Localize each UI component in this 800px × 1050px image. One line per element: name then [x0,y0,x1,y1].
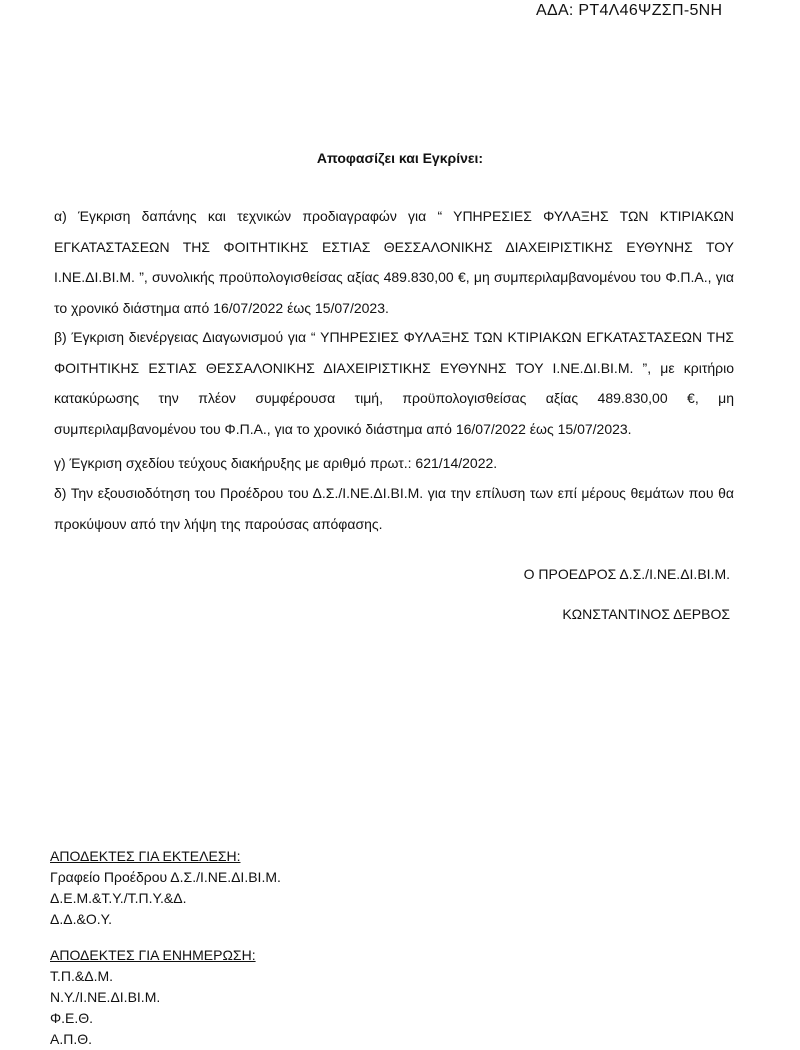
list-item: Δ.Ε.Μ.&Τ.Υ./Τ.Π.Υ.&Δ. [50,890,187,906]
decision-item-b-text: β) Έγκριση διενέργειας Διαγωνισμού για “ ΥΠΗΡΕΣΙΕΣ ΦΥΛΑΞΗΣ ΤΩΝ ΚΤΙΡΙΑΚΩΝ ΕΓΚΑΤΑΣΤΑΣΕΩΝ ΤΗΣ ΦΟΙΤΗΤΙΚΗΣ ΕΣΤΙΑΣ ΘΕΣΣΑΛΟΝΙΚΗΣ ΔΙΑΧΕΙΡΙΣΤΙΚΗΣ ΕΥΘΥΝΗΣ ΤΟΥ Ι.ΝΕ.ΔΙ.ΒΙ.Μ. ”, με κριτήριο κατακύρωσης την πλέον συμφέρουσα τιμή, προϋπολογισθείσας αξίας 489.830,00 €, μη συμπεριλαμβανομένου του Φ.Π.Α., για το χρονικό διάστημα από 16/07/2022 έως 15/07/2023. [54,329,734,437]
ada-code: ΑΔΑ: ΡΤ4Λ46ΨΖΣΠ-5ΝΗ [536,2,723,19]
recipients-information-heading: ΑΠΟΔΕΚΤΕΣ ΓΙΑ ΕΝΗΜΕΡΩΣΗ: [50,947,256,963]
list-item: Α.Π.Θ. [50,1031,93,1047]
signature-title: Ο ΠΡΟΕΔΡΟΣ Δ.Σ./Ι.ΝΕ.ΔΙ.ΒΙ.Μ. [523,566,730,582]
decision-item-a [54,201,734,323]
signature-name: ΚΩΝΣΤΑΝΤΙΝΟΣ ΔΕΡΒΟΣ [562,606,730,622]
recipients-information-list [50,966,256,1050]
decision-item-a-text: α) Έγκριση δαπάνης και τεχνικών προδιαγραφών για “ ΥΠΗΡΕΣΙΕΣ ΦΥΛΑΞΗΣ ΤΩΝ ΚΤΙΡΙΑΚΩΝ ΕΓΚΑΤΑΣΤΑΣΕΩΝ ΤΗΣ ΦΟΙΤΗΤΙΚΗΣ ΕΣΤΙΑΣ ΘΕΣΣΑΛΟΝΙΚΗΣ ΔΙΑΧΕΙΡΙΣΤΙΚΗΣ ΕΥΘΥΝΗΣ ΤΟΥ Ι.ΝΕ.ΔΙ.ΒΙ.Μ. ”, συνολικής προϋπολογισθείσας αξίας 489.830,00 €, μη συμπεριλαμβανομένου του Φ.Π.Α., για το χρονικό διάστημα από 16/07/2022 έως 15/07/2023. [54,208,734,316]
list-item: Ν.Υ./Ι.ΝΕ.ΔΙ.ΒΙ.Μ. [50,989,161,1005]
recipients-information [50,945,256,1050]
decision-item-d [54,478,734,539]
recipients-execution-list [50,867,281,930]
list-item: Τ.Π.&Δ.Μ. [50,968,114,984]
list-item: Δ.Δ.&Ο.Υ. [50,911,113,927]
recipients-execution [50,846,281,930]
decision-item-d-text: δ) Την εξουσιοδότηση του Προέδρου του Δ.Σ./Ι.ΝΕ.ΔΙ.ΒΙ.Μ. για την επίλυση των επί μέρους θεμάτων που θα προκύψουν από την λήψη της παρούσας απόφασης. [54,485,734,532]
list-item: Φ.Ε.Θ. [50,1010,94,1026]
decision-item-c-text: γ) Έγκριση σχεδίου τεύχους διακήρυξης με αριθμό πρωτ.: 621/14/2022. [54,455,498,471]
decision-item-c [54,448,734,479]
decision-item-b [54,322,734,444]
recipients-execution-heading: ΑΠΟΔΕΚΤΕΣ ΓΙΑ ΕΚΤΕΛΕΣΗ: [50,848,241,864]
decision-heading: Αποφασίζει και Εγκρίνει: [316,150,484,166]
list-item: Γραφείο Προέδρου Δ.Σ./Ι.ΝΕ.ΔΙ.ΒΙ.Μ. [50,869,281,885]
